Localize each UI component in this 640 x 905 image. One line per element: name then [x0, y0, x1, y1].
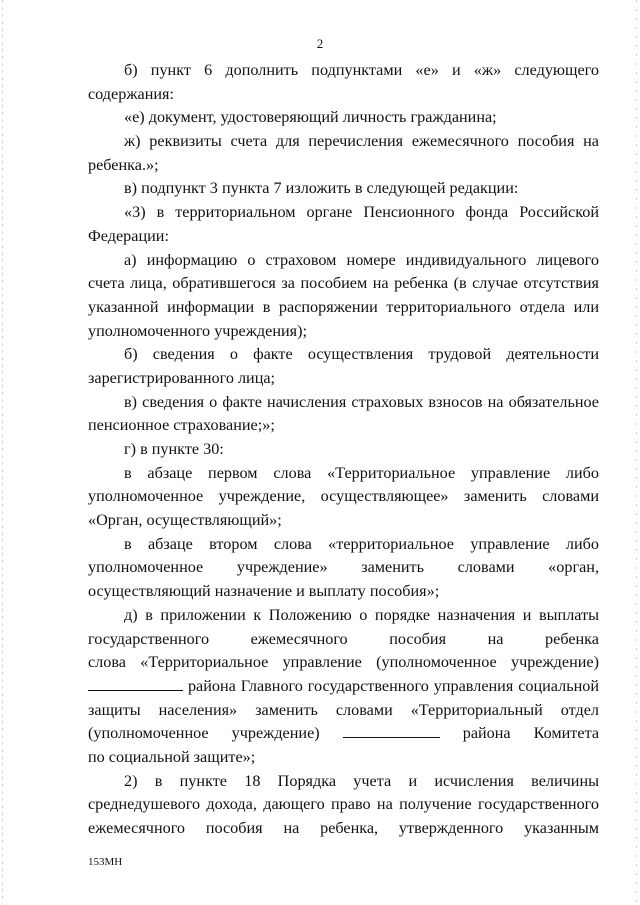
- scan-edge-right: [636, 0, 637, 905]
- text-line: «Орган, осуществляющий»;: [88, 511, 282, 530]
- text-line: в абзаце втором слова «территориальное управление либо: [124, 534, 599, 553]
- text-line: д) в приложении к Положению о порядке назначения и выплаты: [124, 605, 599, 624]
- fill-in-blank: [88, 676, 183, 691]
- text-line: а) информацию о страховом номере индивидуального лицевого: [124, 250, 599, 269]
- text-line: г) в пункте 30:: [124, 440, 224, 458]
- document-code: 153МН: [88, 856, 123, 868]
- text-line: «3) в территориальном органе Пенсионного фонда Российской: [124, 203, 599, 222]
- text-fragment: (уполномоченное учреждение): [88, 724, 320, 743]
- text-line-with-blank: [88, 675, 599, 699]
- text-line: Федерации:: [88, 226, 169, 245]
- document-body: [88, 59, 599, 841]
- text-line: содержания:: [88, 84, 174, 103]
- text-line: слова «Территориальное управление (уполномоченное учреждение): [88, 653, 599, 672]
- text-line-with-blank: [88, 722, 599, 746]
- text-line: пенсионное страхование;»;: [88, 416, 275, 435]
- text-line: ежемесячного пособия на ребенка, утвержденного указанным: [88, 819, 599, 837]
- text-line: счета лица, обратившегося за пособием на ребенка (в случае отсутствия: [88, 274, 599, 293]
- text-line: указанной информации в распоряжении территориального отдела или: [88, 297, 599, 316]
- scan-edge-left: [2, 0, 3, 905]
- text-line: ж) реквизиты счета для перечисления ежемесячного пособия на: [124, 132, 599, 151]
- page-number: 2: [316, 36, 324, 51]
- text-line: в) подпункт 3 пункта 7 изложить в следующей редакции:: [124, 179, 519, 198]
- text-line: уполномоченного учреждения);: [88, 321, 307, 340]
- text-line: государственного ежемесячного пособия на ребенка: [88, 629, 599, 648]
- text-line: уполномоченное учреждение, осуществляющее» заменить словами: [88, 487, 599, 506]
- fill-in-blank: [343, 723, 440, 738]
- text-line: зарегистрированного лица;: [88, 368, 276, 387]
- text-line: «е) документ, удостоверяющий личность гражданина;: [124, 108, 497, 127]
- text-line: среднедушевого дохода, дающего право на получение государственного: [88, 795, 599, 814]
- text-line: 2) в пункте 18 Порядка учета и исчисления величины: [124, 771, 599, 790]
- text-fragment: района Комитета: [462, 724, 600, 743]
- text-line: в) сведения о факте начисления страховых взносов на обязательное: [124, 392, 599, 411]
- text-line: б) пункт 6 дополнить подпунктами «е» и «ж» следующего: [124, 61, 599, 79]
- text-line: в абзаце первом слова «Территориальное управление либо: [124, 463, 599, 482]
- text-line: защиты населения» заменить словами «Территориальный отдел: [88, 700, 599, 719]
- text-line: осуществляющий назначение и выплату пособия»;: [88, 582, 440, 601]
- text-line: уполномоченное учреждение» заменить словами «орган,: [88, 558, 599, 577]
- text-line: б) сведения о факте осуществления трудовой деятельности: [124, 345, 599, 364]
- text-line: по социальной защите»;: [88, 747, 256, 766]
- text-line: ребенка.»;: [88, 155, 159, 174]
- text-fragment: района Главного государственного управления социальной: [187, 676, 600, 695]
